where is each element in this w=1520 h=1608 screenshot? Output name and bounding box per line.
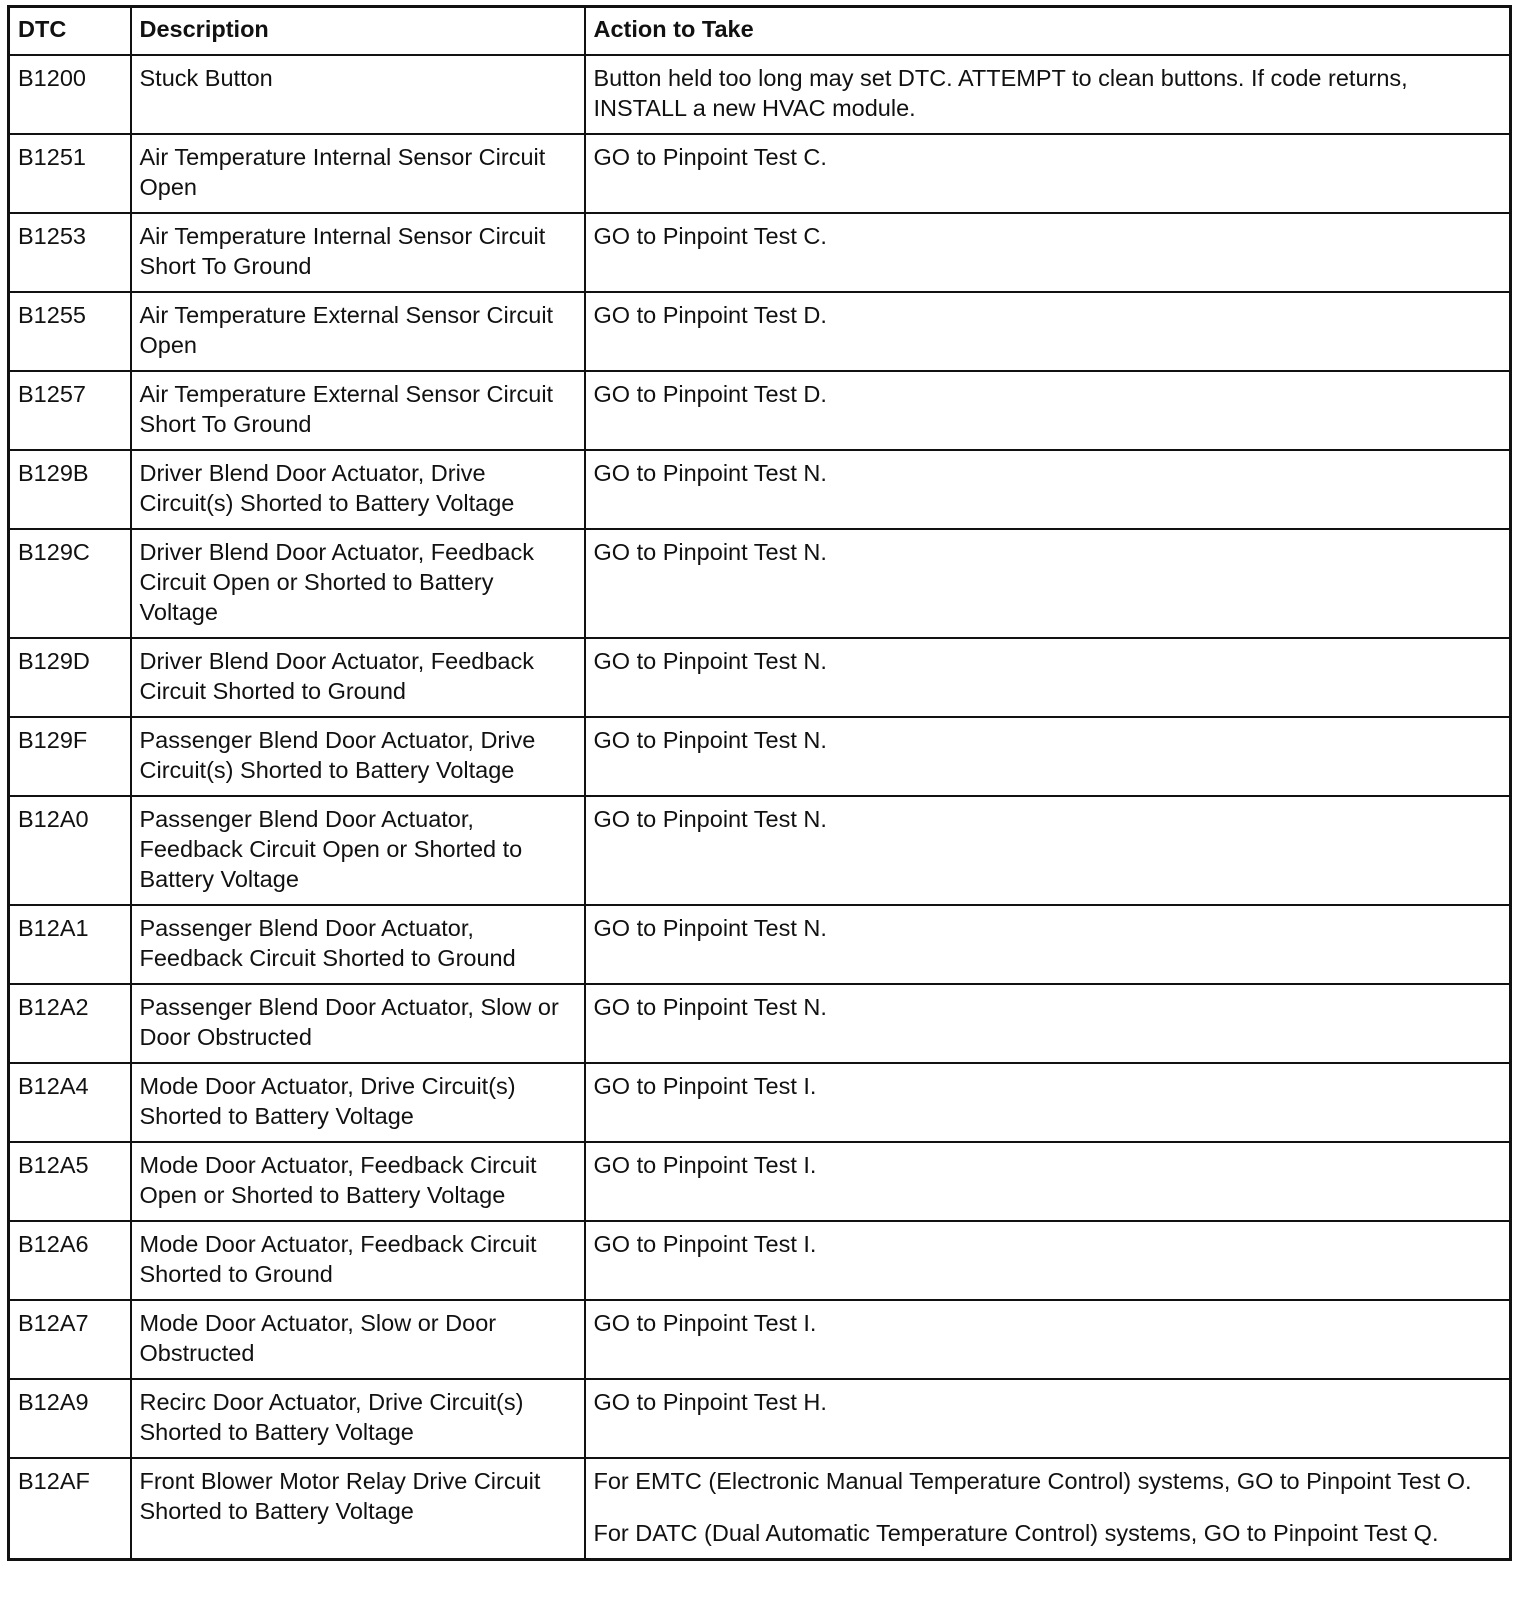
action-text: GO to Pinpoint Test N. — [593, 805, 827, 832]
table-row — [9, 371, 1511, 450]
dtc-action — [585, 450, 1511, 529]
dtc-description: Air Temperature Internal Sensor Circuit Open — [131, 134, 585, 213]
dtc-action — [585, 1379, 1511, 1458]
dtc-action — [585, 796, 1511, 905]
table-row — [9, 134, 1511, 213]
dtc-description: Recirc Door Actuator, Drive Circuit(s) Shorted to Battery Voltage — [131, 1379, 585, 1458]
action-text: GO to Pinpoint Test I. — [593, 1072, 817, 1099]
table-row — [9, 1458, 1511, 1560]
dtc-description: Driver Blend Door Actuator, Drive Circuit(s) Shorted to Battery Voltage — [131, 450, 585, 529]
action-text: Button held too long may set DTC. ATTEMPT to clean buttons. If code returns, INSTALL a new HVAC module. — [593, 64, 1408, 121]
action-text: GO to Pinpoint Test D. — [593, 301, 827, 328]
dtc-action — [585, 638, 1511, 717]
table-row — [9, 1221, 1511, 1300]
table-row — [9, 292, 1511, 371]
action-text: For EMTC (Electronic Manual Temperature Control) systems, GO to Pinpoint Test O. — [593, 1467, 1472, 1494]
dtc-code: B12A7 — [9, 1300, 131, 1379]
table-row — [9, 450, 1511, 529]
dtc-description: Passenger Blend Door Actuator, Slow or Door Obstructed — [131, 984, 585, 1063]
action-text: GO to Pinpoint Test N. — [593, 914, 827, 941]
dtc-code: B12A4 — [9, 1063, 131, 1142]
dtc-code: B1255 — [9, 292, 131, 371]
table-row — [9, 529, 1511, 638]
dtc-code: B12A2 — [9, 984, 131, 1063]
action-text: GO to Pinpoint Test N. — [593, 726, 827, 753]
dtc-description: Passenger Blend Door Actuator, Feedback Circuit Open or Shorted to Battery Voltage — [131, 796, 585, 905]
table-header-row — [9, 7, 1511, 55]
dtc-description: Mode Door Actuator, Drive Circuit(s) Shorted to Battery Voltage — [131, 1063, 585, 1142]
dtc-action — [585, 1063, 1511, 1142]
action-text: GO to Pinpoint Test N. — [593, 538, 827, 565]
dtc-code: B12A9 — [9, 1379, 131, 1458]
dtc-description: Mode Door Actuator, Slow or Door Obstructed — [131, 1300, 585, 1379]
dtc-description: Air Temperature Internal Sensor Circuit Short To Ground — [131, 213, 585, 292]
dtc-code: B129B — [9, 450, 131, 529]
dtc-code: B1251 — [9, 134, 131, 213]
dtc-action — [585, 55, 1511, 134]
action-text: GO to Pinpoint Test N. — [593, 459, 827, 486]
dtc-code: B12A6 — [9, 1221, 131, 1300]
dtc-action — [585, 292, 1511, 371]
dtc-description: Mode Door Actuator, Feedback Circuit Open or Shorted to Battery Voltage — [131, 1142, 585, 1221]
action-text: GO to Pinpoint Test C. — [593, 143, 827, 170]
action-text: GO to Pinpoint Test D. — [593, 380, 827, 407]
header-action: Action to Take — [585, 7, 1511, 55]
table-row — [9, 905, 1511, 984]
dtc-description: Passenger Blend Door Actuator, Feedback Circuit Shorted to Ground — [131, 905, 585, 984]
dtc-code: B12A1 — [9, 905, 131, 984]
header-description: Description — [131, 7, 585, 55]
table-row — [9, 213, 1511, 292]
action-text: GO to Pinpoint Test N. — [593, 993, 827, 1020]
table-row — [9, 796, 1511, 905]
dtc-code: B12AF — [9, 1458, 131, 1560]
dtc-action — [585, 717, 1511, 796]
table-body — [9, 55, 1511, 1560]
header-dtc: DTC — [9, 7, 131, 55]
dtc-description: Air Temperature External Sensor Circuit Open — [131, 292, 585, 371]
dtc-action — [585, 1221, 1511, 1300]
dtc-description: Driver Blend Door Actuator, Feedback Circuit Shorted to Ground — [131, 638, 585, 717]
dtc-description: Air Temperature External Sensor Circuit Short To Ground — [131, 371, 585, 450]
action-text: GO to Pinpoint Test I. — [593, 1309, 817, 1336]
table-row — [9, 984, 1511, 1063]
dtc-action — [585, 134, 1511, 213]
dtc-description: Mode Door Actuator, Feedback Circuit Shorted to Ground — [131, 1221, 585, 1300]
dtc-description: Driver Blend Door Actuator, Feedback Circuit Open or Shorted to Battery Voltage — [131, 529, 585, 638]
dtc-action — [585, 1458, 1511, 1560]
dtc-code: B1257 — [9, 371, 131, 450]
dtc-description: Stuck Button — [131, 55, 585, 134]
dtc-action — [585, 984, 1511, 1063]
table-row — [9, 1379, 1511, 1458]
table-row — [9, 1142, 1511, 1221]
dtc-code: B129F — [9, 717, 131, 796]
dtc-action — [585, 1142, 1511, 1221]
dtc-code: B129C — [9, 529, 131, 638]
table-row — [9, 1063, 1511, 1142]
action-text: GO to Pinpoint Test H. — [593, 1388, 827, 1415]
dtc-code: B12A5 — [9, 1142, 131, 1221]
table-row — [9, 717, 1511, 796]
dtc-code: B1253 — [9, 213, 131, 292]
action-text: For DATC (Dual Automatic Temperature Control) systems, GO to Pinpoint Test Q. — [593, 1519, 1439, 1546]
dtc-action — [585, 213, 1511, 292]
table-row — [9, 55, 1511, 134]
dtc-code: B129D — [9, 638, 131, 717]
dtc-table — [7, 5, 1512, 1561]
action-text: GO to Pinpoint Test C. — [593, 222, 827, 249]
action-text: GO to Pinpoint Test I. — [593, 1230, 817, 1257]
dtc-action — [585, 371, 1511, 450]
table-row — [9, 638, 1511, 717]
dtc-action — [585, 1300, 1511, 1379]
action-text: GO to Pinpoint Test N. — [593, 647, 827, 674]
dtc-code: B12A0 — [9, 796, 131, 905]
dtc-action — [585, 905, 1511, 984]
dtc-description: Front Blower Motor Relay Drive Circuit Shorted to Battery Voltage — [131, 1458, 585, 1560]
table-row — [9, 1300, 1511, 1379]
dtc-description: Passenger Blend Door Actuator, Drive Circuit(s) Shorted to Battery Voltage — [131, 717, 585, 796]
action-text: GO to Pinpoint Test I. — [593, 1151, 817, 1178]
dtc-code: B1200 — [9, 55, 131, 134]
dtc-action — [585, 529, 1511, 638]
